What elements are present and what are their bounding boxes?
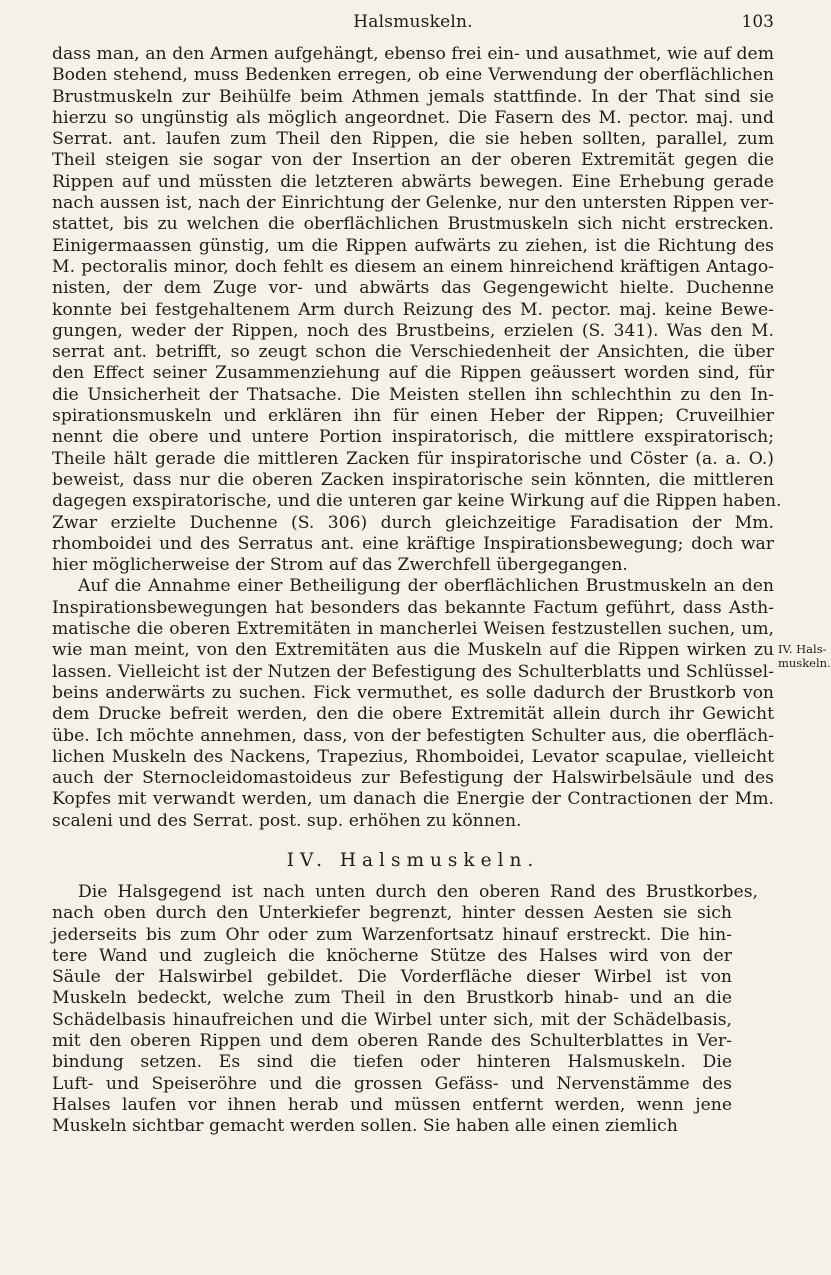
- body-text: [52, 44, 782, 1138]
- text-line: Rippen auf und müssten die letzteren abwärts bewegen. Eine Erhebung gerade: [52, 171, 774, 192]
- text-line: Zwar erzielte Duchenne (S. 306) durch gleichzeitige Faradisation der Mm.: [52, 512, 774, 533]
- text-line: nach oben durch den Unterkiefer begrenzt, hinter dessen Aesten sie sich: [52, 903, 732, 924]
- text-line: Einigermaassen günstig, um die Rippen aufwärts zu ziehen, ist die Richtung des: [52, 235, 774, 256]
- text-line: Auf die Annahme einer Betheiligung der oberflächlichen Brustmuskeln an den: [78, 576, 774, 597]
- text-line: scaleni und des Serrat. post. sup. erhöhen zu können.: [52, 810, 522, 831]
- text-line: hierzu so ungünstig als möglich angeordnet. Die Fasern des M. pector. maj. und: [52, 107, 774, 128]
- text-line: nach aussen ist, nach der Einrichtung der Gelenke, nur den untersten Rippen ver-: [52, 193, 774, 214]
- text-line: Schädelbasis hinaufreichen und die Wirbel unter sich, mit der Schädelbasis,: [52, 1009, 732, 1030]
- page-header: [52, 12, 774, 36]
- text-line: die Unsicherheit der Thatsache. Die Meisten stellen ihn schlechthin zu den In-: [52, 384, 774, 405]
- text-line: beins anderwärts zu suchen. Fick vermuthet, es solle dadurch der Brustkorb von: [52, 682, 774, 703]
- text-line: übe. Ich möchte annehmen, dass, von der befestigten Schulter aus, die oberfläch-: [52, 725, 774, 746]
- text-line: lassen. Vielleicht ist der Nutzen der Befestigung des Schulterblatts und Schlüssel-: [52, 661, 774, 682]
- running-title: Halsmuskeln.: [353, 12, 473, 32]
- text-line: dass man, an den Armen aufgehängt, ebenso frei ein- und ausathmet, wie auf dem: [52, 44, 774, 64]
- text-line: Die Halsgegend ist nach unten durch den oberen Rand des Brustkorbes,: [78, 881, 758, 902]
- section-heading: IV. Halsmuskeln.: [286, 849, 540, 871]
- text-line: dem Drucke befreit werden, den die obere Extremität allein durch ihr Gewicht: [52, 704, 774, 725]
- margin-note: [778, 642, 831, 670]
- text-line: beweist, dass nur die oberen Zacken inspiratorische sein könnten, die mittleren: [52, 469, 774, 490]
- text-line: Brustmuskeln zur Beihülfe beim Athmen jemals stattfinde. In der That sind sie: [52, 86, 774, 107]
- text-line: bindung setzen. Es sind die tiefen oder hinteren Halsmuskeln. Die: [52, 1052, 732, 1073]
- text-line: serrat ant. betrifft, so zeugt schon die Verschiedenheit der Ansichten, die über: [52, 342, 774, 363]
- text-line: konnte bei festgehaltenem Arm durch Reizung des M. pector. maj. keine Bewe-: [52, 299, 774, 320]
- paragraph-3: [52, 882, 774, 1138]
- text-line: Muskeln sichtbar gemacht werden sollen. Sie haben alle einen ziemlich: [52, 1116, 678, 1137]
- text-line: jederseits bis zum Ohr oder zum Warzenfortsatz hinauf erstreckt. Die hin-: [52, 924, 732, 945]
- text-line: Kopfes mit verwandt werden, um danach die Energie der Contractionen der Mm.: [52, 789, 774, 810]
- text-line: mit den oberen Rippen und dem oberen Rande des Schulterblattes in Ver-: [52, 1031, 732, 1052]
- page-number: 103: [741, 12, 774, 32]
- text-line: matische die oberen Extremitäten in mancherlei Weisen festzustellen suchen, um,: [52, 619, 774, 640]
- text-line: Säule der Halswirbel gebildet. Die Vorderfläche dieser Wirbel ist von: [52, 967, 732, 988]
- margin-note-line: muskeln.: [778, 656, 831, 670]
- text-line: Luft- und Speiseröhre und die grossen Gefäss- und Nervenstämme des: [52, 1073, 732, 1094]
- margin-note-line: IV. Hals-: [778, 642, 827, 656]
- text-line: M. pectoralis minor, doch fehlt es diesem an einem hinreichend kräftigen Antago-: [52, 256, 774, 277]
- text-line: lichen Muskeln des Nackens, Trapezius, Rhomboidei, Levator scapulae, vielleicht: [52, 746, 774, 767]
- text-line: Theile hält gerade die mittleren Zacken für inspiratorische und Cöster (a. a. O.): [52, 448, 774, 469]
- text-line: stattet, bis zu welchen die oberflächlichen Brustmuskeln sich nicht erstrecken.: [52, 214, 774, 235]
- text-line: auch der Sternocleidomastoideus zur Befestigung der Halswirbelsäule und des: [52, 768, 774, 789]
- text-line: Muskeln bedeckt, welche zum Theil in den Brustkorb hinab- und an die: [52, 988, 732, 1009]
- text-line: gungen, weder der Rippen, noch des Brustbeins, erzielen (S. 341). Was den M.: [52, 320, 774, 341]
- text-line: Theil steigen sie sogar von der Insertion an der oberen Extremität gegen die: [52, 150, 774, 171]
- paragraph-2: [52, 576, 774, 832]
- text-line: wie man meint, von den Extremitäten aus die Muskeln auf die Rippen wirken zu: [52, 640, 774, 661]
- text-line: Inspirationsbewegungen hat besonders das bekannte Factum geführt, dass Asth-: [52, 597, 774, 618]
- text-line: nennt die obere und untere Portion inspiratorisch, die mittlere exspiratorisch;: [52, 427, 774, 448]
- text-line: Serrat. ant. laufen zum Theil den Rippen, die sie heben sollten, parallel, zum: [52, 129, 774, 150]
- text-line: nisten, der dem Zuge vor- und abwärts das Gegengewicht hielte. Duchenne: [52, 278, 774, 299]
- paragraph-1: [52, 44, 782, 576]
- text-line: den Effect seiner Zusammenziehung auf die Rippen geäussert worden sind, für: [52, 363, 774, 384]
- text-line: hier möglicherweise der Strom auf das Zwerchfell übergegangen.: [52, 555, 628, 576]
- text-line: rhomboidei und des Serratus ant. eine kräftige Inspirationsbewegung; doch war: [52, 533, 774, 554]
- text-line: dagegen exspiratorische, und die unteren gar keine Wirkung auf die Rippen haben.: [52, 491, 782, 512]
- text-line: Boden stehend, muss Bedenken erregen, ob eine Verwendung der oberflächlichen: [52, 65, 774, 86]
- text-line: Halses laufen vor ihnen herab und müssen entfernt werden, wenn jene: [52, 1094, 732, 1115]
- text-line: spirationsmuskeln und erklären ihn für einen Heber der Rippen; Cruveilhier: [52, 406, 774, 427]
- text-line: tere Wand und zugleich die knöcherne Stütze des Halses wird von der: [52, 945, 732, 966]
